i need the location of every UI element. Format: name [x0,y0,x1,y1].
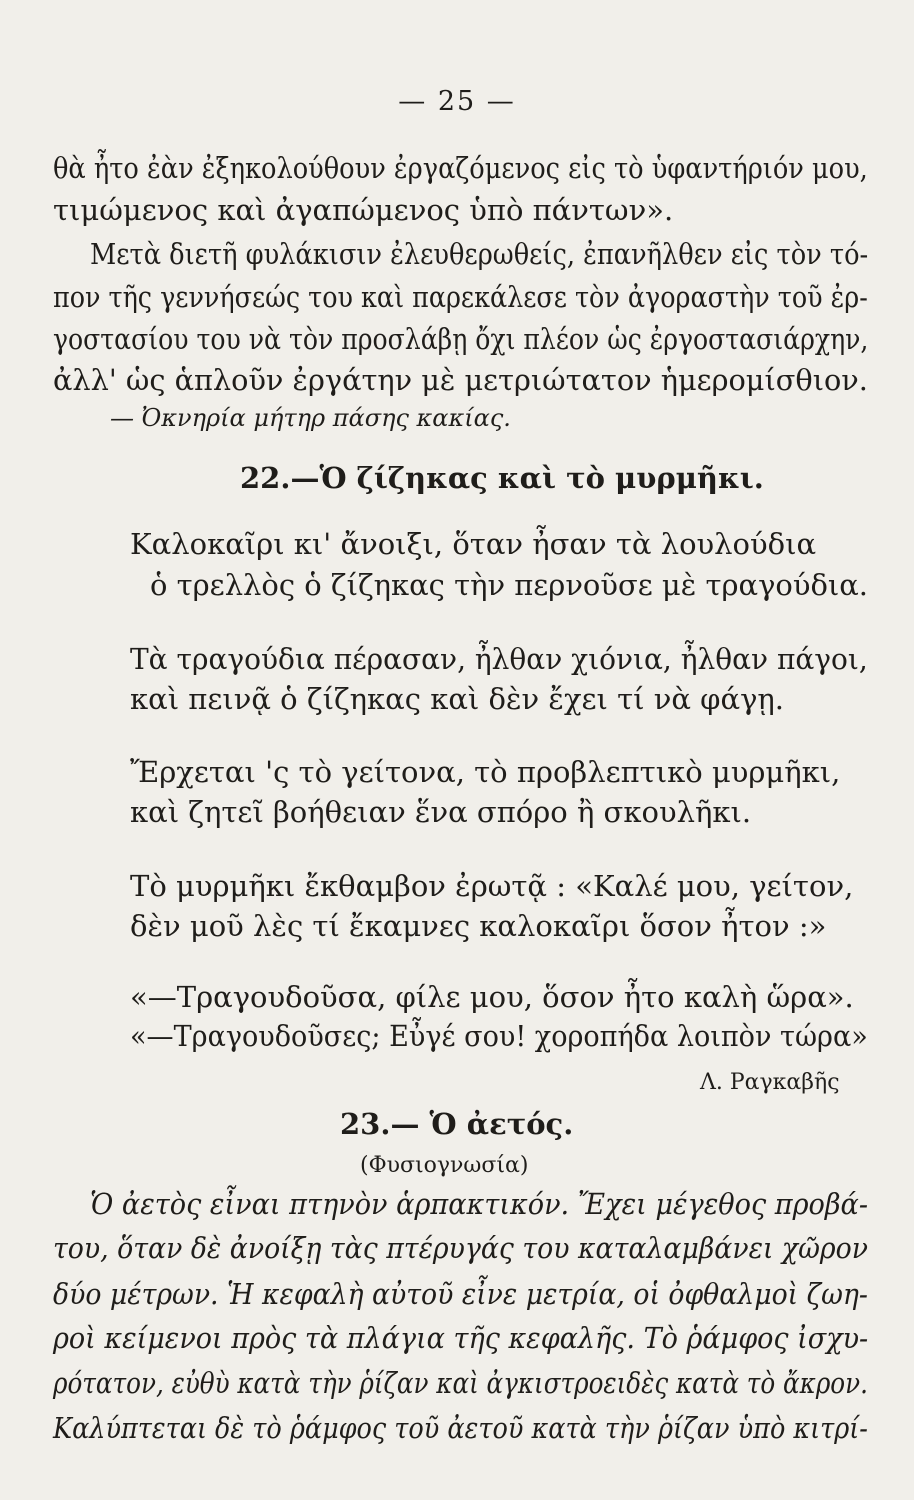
page-number: — 25 — [398,86,516,117]
text-line: Καλύπτεται δὲ τὸ ῥάμφος τοῦ ἀετοῦ κατὰ τὴν ῥίζαν ὑπὸ κιτρί- [53,1411,868,1445]
verse-line: Τὰ τραγούδια πέρασαν, ἦλθαν χιόνια, ἦλθαν πάγοι, [130,642,868,676]
section-title-23: 23.— Ὁ ἀετός. [340,1107,574,1141]
verse-line: «—Τραγουδοῦσες; Εὖγέ σου! χοροπήδα λοιπὸν τώρα» [130,1019,868,1053]
verse-line: Τὸ μυρμῆκι ἔκθαμβον ἐρωτᾷ : «Καλέ μου, γείτον, [130,869,854,903]
verse-line: δὲν μοῦ λὲς τί ἔκαμνες καλοκαῖρι ὅσον ἦτον :» [130,909,827,943]
text-line: δύο μέτρων. Ἡ κεφαλὴ αὐτοῦ εἶνε μετρία, οἱ ὀφθαλμοὶ ζωη- [53,1277,868,1311]
verse-line: καὶ πεινᾷ ὁ ζίζηκας καὶ δὲν ἔχει τί νὰ φάγῃ. [130,682,785,716]
text-line: του, ὅταν δὲ ἀνοίξῃ τὰς πτέρυγάς του καταλαμβάνει χῶρον [53,1231,869,1265]
verse-line: «—Τραγουδοῦσα, φίλε μου, ὅσον ἦτο καλὴ ὥρα». [130,980,854,1014]
verse-line: Καλοκαῖρι κι' ἄνοιξι, ὅταν ἦσαν τὰ λουλούδια [130,527,817,561]
text-line: πον τῆς γεννήσεώς του καὶ παρεκάλεσε τὸν ἀγοραστὴν τοῦ ἐρ- [53,280,868,314]
text-line: ἀλλ' ὡς ἁπλοῦν ἐργάτην μὲ μετριώτατον ἡμερομίσθιον. [53,363,868,397]
text-line: Μετὰ διετῆ φυλάκισιν ἐλευθερωθείς, ἐπανῆλθεν εἰς τὸν τό- [90,237,869,271]
section-subtitle: (Φυσιογνωσία) [360,1153,529,1178]
moral-line: — Ὀκνηρία μήτηρ πάσης κακίας. [110,404,511,432]
text-line: ρότατον, εὐθὺ κατὰ τὴν ῥίζαν καὶ ἀγκιστροειδὲς κατὰ τὸ ἄκρον. [53,1366,868,1400]
poem-author: Λ. Ραγκαβῆς [700,1070,840,1095]
verse-line: καὶ ζητεῖ βοήθειαν ἕνα σπόρο ἢ σκουλῆκι. [130,795,752,829]
verse-line: ὁ τρελλὸς ὁ ζίζηκας τὴν περνοῦσε μὲ τραγούδια. [150,568,869,602]
verse-line: Ἔρχεται 'ς τὸ γείτονα, τὸ προβλεπτικὸ μυρμῆκι, [130,755,841,789]
text-line: θὰ ἦτο ἐὰν ἐξηκολούθουν ἐργαζόμενος εἰς τὸ ὑφαντήριόν μου, [53,151,868,185]
text-line: γοστασίου του νὰ τὸν προσλάβῃ ὄχι πλέον ὡς ἐργοστασιάρχην, [53,322,869,356]
text-line: ροὶ κείμενοι πρὸς τὰ πλάγια τῆς κεφαλῆς. Τὸ ῥάμφος ἰσχυ- [53,1321,869,1355]
text-line: τιμώμενος καὶ ἀγαπώμενος ὑπὸ πάντων». [53,193,674,227]
text-line: Ὁ ἀετὸς εἶναι πτηνὸν ἁρπακτικόν. Ἔχει μέγεθος προβά- [90,1187,869,1221]
section-title-22: 22.—Ὁ ζίζηκας καὶ τὸ μυρμῆκι. [240,461,764,495]
